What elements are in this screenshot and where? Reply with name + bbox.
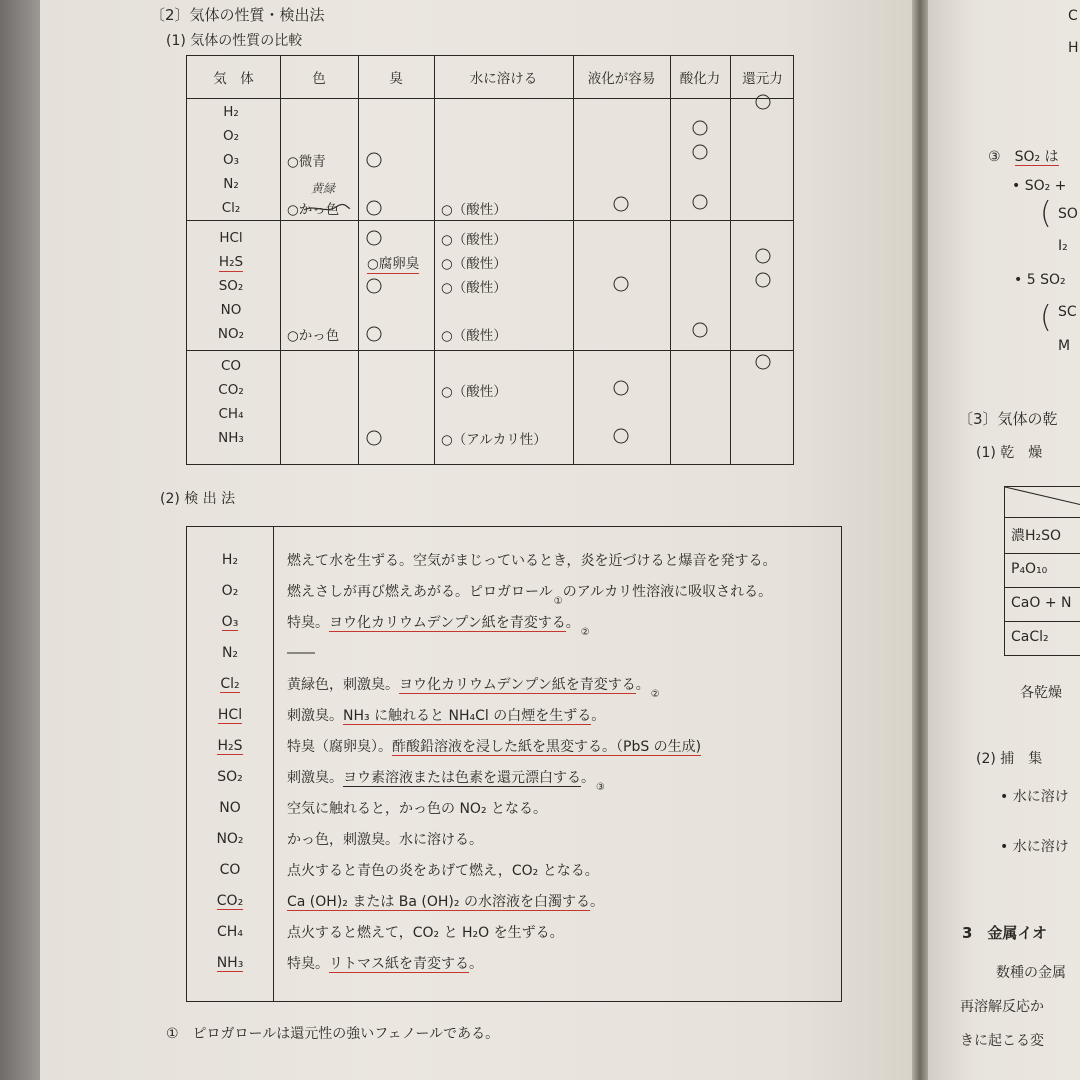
right-eq2b: M xyxy=(1058,338,1071,354)
det-gas-cl2: Cl₂ xyxy=(220,676,240,692)
det-text-n2: ―― xyxy=(287,645,315,661)
strikethrough-mark xyxy=(302,198,352,218)
sub2-heading: (2) 検 出 法 xyxy=(160,491,236,507)
header-gas: 気 体 xyxy=(213,71,254,87)
sub1-heading: (1) 気体の性質の比較 xyxy=(166,33,303,49)
odor-o3-circle xyxy=(367,153,382,168)
det-text-no2: かっ色，刺激臭。水に溶ける。 xyxy=(287,832,483,848)
gas-o2: O₂ xyxy=(222,128,240,144)
right-item3: ③ SO₂ は xyxy=(988,149,1059,165)
footnote: ① ピロガロールは還元性の強いフェノールである。 xyxy=(166,1026,500,1042)
det-gas-o3: O₃ xyxy=(221,614,239,630)
sol-hcl: ○（酸性） xyxy=(441,232,507,248)
gas-ch4: CH₄ xyxy=(218,406,244,422)
det-text-hcl: 刺激臭。NH₃ に触れると NH₄Cl の白煙を生ずる。 xyxy=(287,708,606,724)
det-gas-o2: O₂ xyxy=(221,583,239,599)
header-oxidizing: 酸化力 xyxy=(679,71,721,87)
gas-n2: N₂ xyxy=(223,176,239,192)
background-edge xyxy=(0,0,40,1080)
right-eq1: • SO₂ + xyxy=(1012,178,1067,194)
odor-no2-circle xyxy=(367,327,382,342)
odor-cl2-circle xyxy=(367,201,382,216)
right-collect1: • 水に溶け xyxy=(1000,789,1069,805)
liq-co2-circle xyxy=(614,381,629,396)
right-eq1a: SO xyxy=(1058,206,1078,222)
gas-h2: H₂ xyxy=(223,104,239,120)
gas-so2: SO₂ xyxy=(218,278,244,294)
det-gas-no2: NO₂ xyxy=(216,831,244,847)
gas-no: NO xyxy=(220,302,242,318)
section-heading: 〔2〕気体の性質・検出法 xyxy=(150,6,325,24)
right-paren2: ( xyxy=(1040,300,1052,335)
color-cl2: ○かっ色 xyxy=(287,202,340,218)
drying-agent-table xyxy=(1004,486,1080,656)
gas-nh3: NH₃ xyxy=(218,430,244,446)
dry-row-h2so4: 濃H₂SO xyxy=(1011,528,1062,544)
right-top-h: H xyxy=(1068,40,1079,56)
book-gutter xyxy=(912,0,928,1080)
detection-method-table xyxy=(186,526,842,1002)
right-sub-collect: (2) 捕 集 xyxy=(976,751,1043,767)
right-eq2: • 5 SO₂ xyxy=(1014,272,1066,288)
ox-o3-circle xyxy=(693,145,708,160)
det-text-co2: Ca (OH)₂ または Ba (OH)₂ の水溶液を白濁する。 xyxy=(287,894,604,910)
red-co-circle xyxy=(756,355,771,370)
gas-cl2: Cl₂ xyxy=(221,200,241,216)
right-eq1b: I₂ xyxy=(1058,238,1068,254)
header-odor: 臭 xyxy=(389,71,403,87)
header-color: 色 xyxy=(312,71,326,87)
right-eq2a: SC xyxy=(1058,304,1077,320)
right-metal3: きに起こる変 xyxy=(960,1033,1044,1049)
det-gas-co: CO xyxy=(219,862,241,878)
gas-co2: CO₂ xyxy=(218,382,244,398)
color-no2: ○かっ色 xyxy=(287,328,340,344)
sol-no2: ○（酸性） xyxy=(441,328,507,344)
handwritten-annotation: 黄緑 xyxy=(311,181,336,196)
gas-h2s: H₂S xyxy=(218,254,244,270)
color-o3: ○微青 xyxy=(287,154,326,170)
gas-properties-table xyxy=(186,55,794,465)
det-gas-h2s: H₂S xyxy=(217,738,243,754)
odor-nh3-circle xyxy=(367,431,382,446)
det-text-nh3: 特臭。リトマス紙を青変する。 xyxy=(287,956,483,972)
right-top-c: C xyxy=(1068,8,1078,24)
red-so2-circle xyxy=(756,273,771,288)
liq-cl2-circle xyxy=(614,197,629,212)
det-gas-ch4: CH₄ xyxy=(217,924,243,940)
sol-co2: ○（酸性） xyxy=(441,384,507,400)
det-text-cl2: 黄緑色，刺激臭。ヨウ化カリウムデンプン紙を青変する。$_②$ xyxy=(287,677,660,700)
gas-no2: NO₂ xyxy=(217,326,245,342)
det-gas-n2: N₂ xyxy=(221,645,239,661)
header-solubility: 水に溶ける xyxy=(469,71,538,87)
det-text-co: 点火すると青色の炎をあげて燃え，CO₂ となる。 xyxy=(287,863,599,879)
ox-cl2-circle xyxy=(693,195,708,210)
det-gas-co2: CO₂ xyxy=(216,893,244,909)
det-text-so2: 刺激臭。ヨウ素溶液または色素を還元漂白する。$_③$ xyxy=(287,770,605,793)
det-text-o3: 特臭。ヨウ化カリウムデンプン紙を青変する。$_②$ xyxy=(287,615,590,638)
sol-h2s: ○（酸性） xyxy=(441,256,507,272)
sol-so2: ○（酸性） xyxy=(441,280,507,296)
right-section-metal: 3 金属イオ xyxy=(962,924,1047,942)
red-h2s-circle xyxy=(756,249,771,264)
right-section3: 〔3〕気体の乾 xyxy=(958,410,1058,428)
dry-row-p4o10: P₄O₁₀ xyxy=(1011,561,1048,577)
det-text-h2s: 特臭（腐卵臭）。酢酸鉛溶液を浸した紙を黒変する。（PbS の生成) xyxy=(287,739,702,755)
right-paren1: ( xyxy=(1040,196,1052,231)
det-text-o2: 燃えさしが再び燃えあがる。ピロガロール$_①$のアルカリ性溶液に吸収される。 xyxy=(287,584,773,607)
det-gas-hcl: HCl xyxy=(217,707,243,723)
dry-row-cacl2: CaCl₂ xyxy=(1011,629,1049,645)
header-liquefaction: 液化が容易 xyxy=(587,71,656,87)
right-collect2: • 水に溶け xyxy=(1000,839,1069,855)
ox-no2-circle xyxy=(693,323,708,338)
det-gas-h2: H₂ xyxy=(221,552,239,568)
odor-so2-circle xyxy=(367,279,382,294)
right-sub-dry: (1) 乾 燥 xyxy=(976,445,1043,461)
gas-co: CO xyxy=(220,358,242,374)
liq-so2-circle xyxy=(614,277,629,292)
right-metal1: 数種の金属 xyxy=(996,965,1066,981)
det-gas-nh3: NH₃ xyxy=(216,955,244,971)
det-gas-no: NO xyxy=(219,800,241,816)
right-dry-note: 各乾燥 xyxy=(1020,685,1062,701)
det-text-h2: 燃えて水を生ずる。空気がまじっているとき，炎を近づけると爆音を発する。 xyxy=(287,553,777,569)
gas-o3: O₃ xyxy=(222,152,240,168)
dry-row-cao: CaO + N xyxy=(1011,595,1072,611)
ox-o2-circle xyxy=(693,121,708,136)
liq-nh3-circle xyxy=(614,429,629,444)
det-text-no: 空気に触れると，かっ色の NO₂ となる。 xyxy=(287,801,548,817)
odor-h2s: ○腐卵臭 xyxy=(367,256,420,272)
sol-cl2: ○（酸性） xyxy=(441,202,507,218)
header-reducing: 還元力 xyxy=(742,71,783,87)
right-metal2: 再溶解反応か xyxy=(960,999,1044,1015)
sol-nh3: ○（アルカリ性） xyxy=(441,432,547,448)
odor-hcl-circle xyxy=(367,231,382,246)
gas-hcl: HCl xyxy=(219,230,243,246)
red-h2-circle xyxy=(756,95,771,110)
det-text-ch4: 点火すると燃えて，CO₂ と H₂O を生ずる。 xyxy=(287,925,564,941)
det-gas-so2: SO₂ xyxy=(217,769,243,785)
